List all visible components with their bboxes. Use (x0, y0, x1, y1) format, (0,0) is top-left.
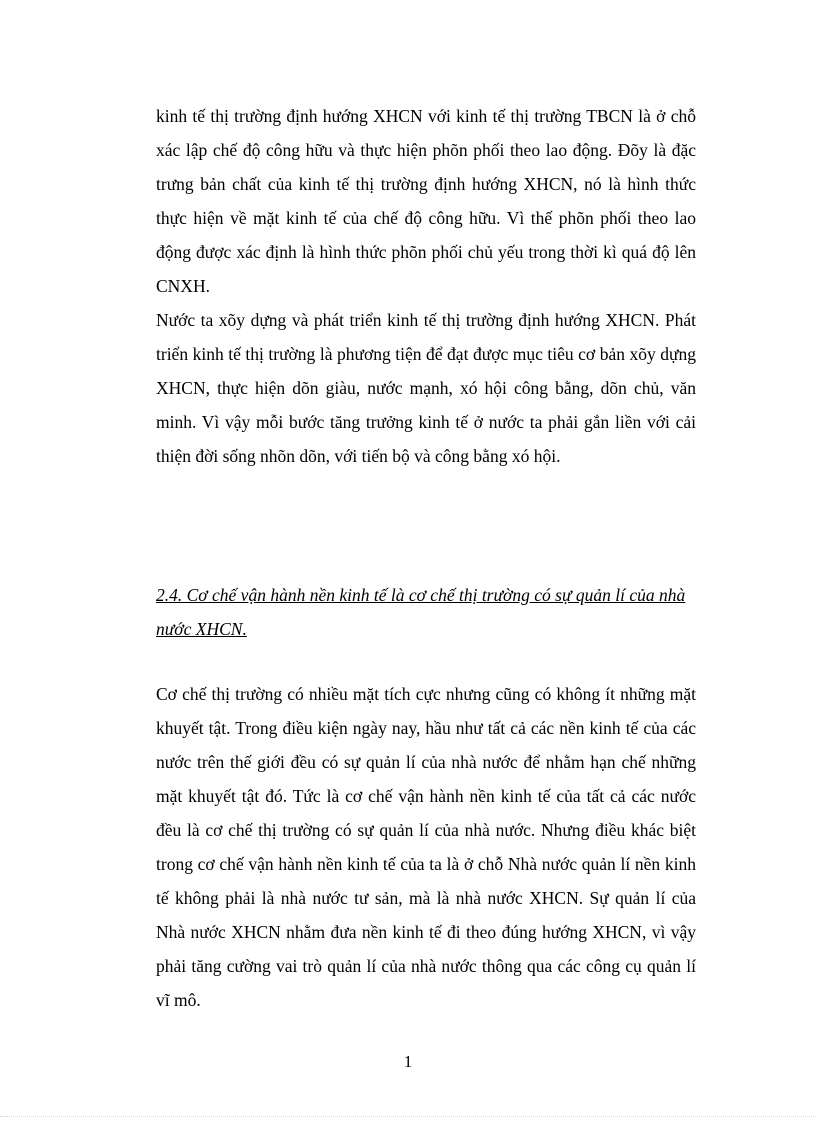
paragraph-market-economy-distribution: kinh tế thị trường định hướng XHCN với kinh tế thị trường TBCN là ở chỗ xác lập chế độ công hữu và thực hiện phõn phối theo lao động. Đõy là đặc trưng bản chất của kinh tế thị trường định hướng XHCN, nó là hình thức thực hiện về mặt kinh tế của chế độ công hữu. Vì thế phõn phối theo lao động được xác định là hình thức phõn phối chủ yếu trong thời kì quá độ lên CNXH. (156, 106, 696, 296)
section-heading: 2.4. Cơ chế vận hành nền kinh tế là cơ chế thị trường có sự quản lí của nhà nước XHCN. (156, 585, 686, 639)
paragraph-market-mechanism: Cơ chế thị trường có nhiều mặt tích cực nhưng cũng có không ít những mặt khuyết tật. Trong điều kiện ngày nay, hầu như tất cả các nền kinh tế của các nước trên thế giới đều có sự quản lí của nhà nước để nhằm hạn chế những mặt khuyết tật đó. Tức là cơ chế vận hành nền kinh tế của tất cả các nước đều là cơ chế thị trường có sự quản lí của nhà nước. Nhưng điều khác biệt trong cơ chế vận hành nền kinh tế của ta là ở chỗ Nhà nước quản lí nền kinh tế không phải là nhà nước tư sản, mà là nhà nước XHCN. Sự quản lí của Nhà nước XHCN nhằm đưa nền kinh tế đi theo đúng hướng XHCN, vì vậy phải tăng cường vai trò quản lí của nhà nước thông qua các công cụ quản lí vĩ mô. (156, 684, 696, 1010)
page-bottom-divider (0, 1116, 816, 1117)
paragraph-building-market-economy: Nước ta xõy dựng và phát triển kinh tế thị trường định hướng XHCN. Phát triển kinh tế thị trường là phương tiện để đạt được mục tiêu cơ bản xõy dựng XHCN, thực hiện dõn giàu, nước mạnh, xó hội công bằng, dõn chủ, văn minh. Vì vậy mỗi bước tăng trưởng kinh tế ở nước ta phải gắn liền với cải thiện đời sống nhõn dõn, với tiến bộ và công bằng xó hội. (156, 310, 696, 466)
page-number: 1 (403, 1052, 413, 1071)
